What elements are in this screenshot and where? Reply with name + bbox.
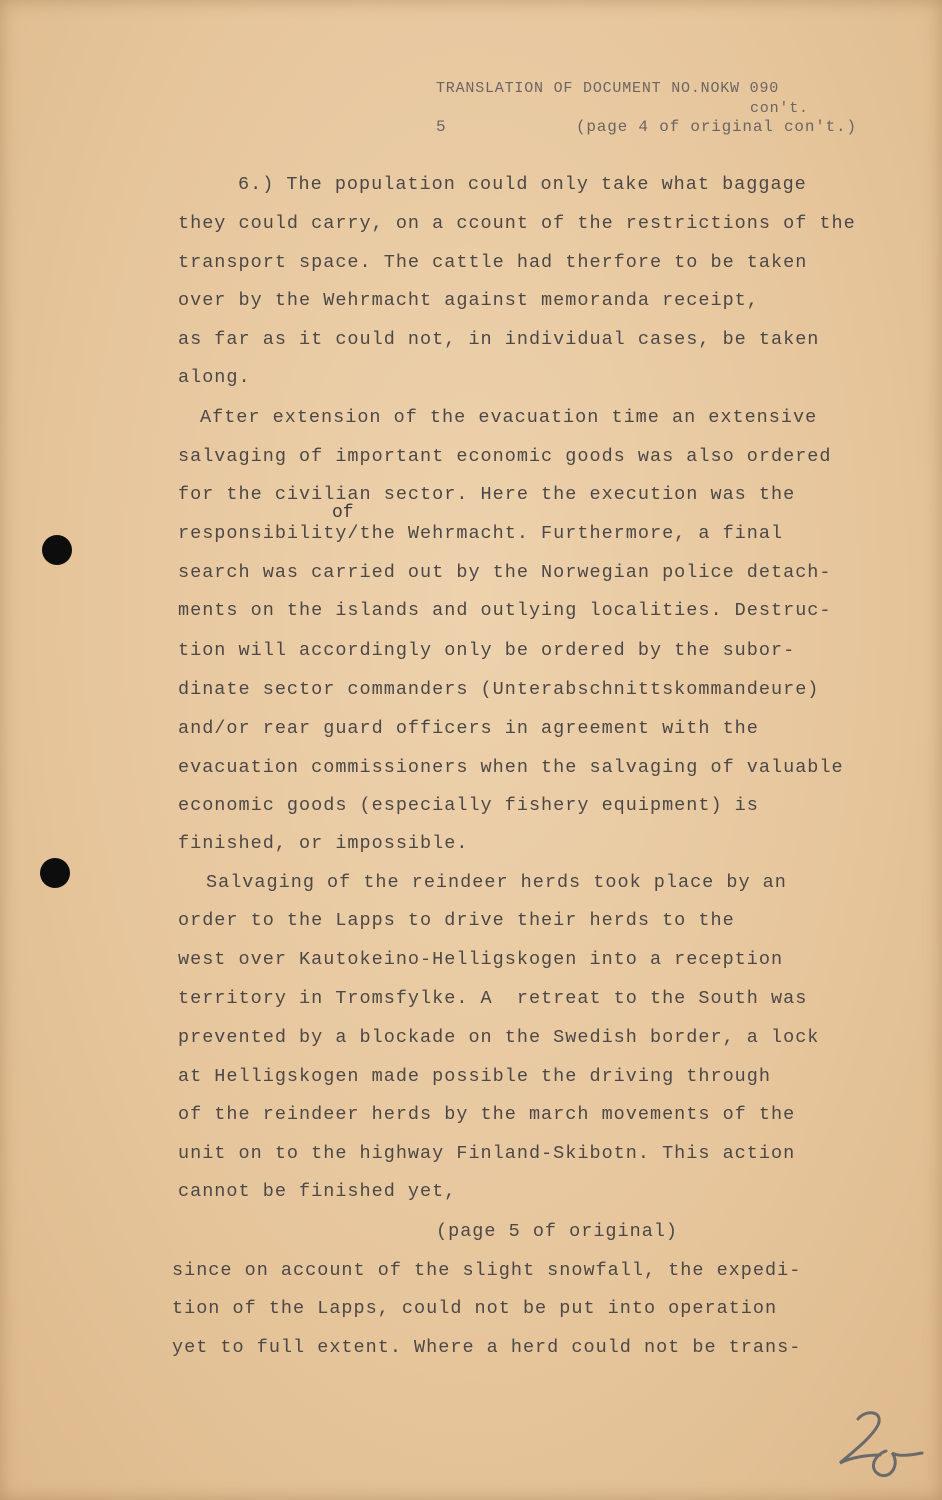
document-title: TRANSLATION OF DOCUMENT NO.NOKW 090	[436, 80, 780, 97]
handwritten-page-mark	[828, 1405, 928, 1485]
text-line-19: Salvaging of the reindeer herds took place by an	[206, 872, 787, 893]
text-line-30: yet to full extent. Where a herd could not be trans-	[172, 1337, 802, 1358]
text-line-8: salvaging of important economic goods was also ordered	[178, 446, 832, 467]
text-line-12: ments on the islands and outlying localities. Destruc-	[178, 600, 832, 621]
text-line-2: they could carry, on a ccount of the restrictions of the	[178, 213, 856, 234]
text-line-26: unit on to the highway Finland-Skibotn. This action	[178, 1143, 796, 1164]
text-line-22: territory in Tromsfylke. A retreat to the South was	[178, 988, 808, 1009]
text-line-13: tion will accordingly only be ordered by the subor-	[178, 640, 796, 661]
text-line-9: for the civilian sector. Here the execution was the	[178, 484, 796, 505]
text-line-1: 6.) The population could only take what baggage	[238, 174, 807, 195]
punch-hole-upper	[42, 535, 72, 565]
original-page-reference: (page 4 of original con't.)	[576, 118, 857, 136]
text-line-24: at Helligskogen made possible the driving through	[178, 1066, 771, 1087]
text-line-17: economic goods (especially fishery equipment) is	[178, 795, 759, 816]
text-line-15: and/or rear guard officers in agreement with the	[178, 718, 759, 739]
text-line-6: along.	[178, 367, 251, 388]
text-line-3: transport space. The cattle had therfore to be taken	[178, 252, 808, 273]
text-line-10: responsibility/the Wehrmacht. Furthermore, a final	[178, 523, 784, 544]
text-line-14: dinate sector commanders (Unterabschnittskommandeure)	[178, 679, 820, 700]
punch-hole-lower	[40, 858, 70, 888]
text-line-27: cannot be finished yet,	[178, 1181, 457, 1202]
text-line-5: as far as it could not, in individual cases, be taken	[178, 329, 820, 350]
continued-label: con't.	[750, 100, 809, 117]
text-line-11: search was carried out by the Norwegian police detach-	[178, 562, 832, 583]
original-page-marker: (page 5 of original)	[436, 1221, 679, 1242]
text-line-23: prevented by a blockade on the Swedish border, a lock	[178, 1027, 820, 1048]
text-line-18: finished, or impossible.	[178, 833, 469, 854]
text-line-29: tion of the Lapps, could not be put into operation	[172, 1298, 778, 1319]
text-line-28: since on account of the slight snowfall, the expedi-	[172, 1260, 802, 1281]
text-line-16: evacuation commissioners when the salvaging of valuable	[178, 757, 844, 778]
text-line-21: west over Kautokeino-Helligskogen into a reception	[178, 949, 784, 970]
text-line-7: After extension of the evacuation time an extensive	[200, 407, 818, 428]
typed-insertion-of: of	[332, 503, 354, 523]
page-number: 5	[436, 118, 447, 136]
text-line-4: over by the Wehrmacht against memoranda receipt,	[178, 290, 759, 311]
text-line-25: of the reindeer herds by the march movements of the	[178, 1104, 796, 1125]
text-line-20: order to the Lapps to drive their herds to the	[178, 910, 735, 931]
